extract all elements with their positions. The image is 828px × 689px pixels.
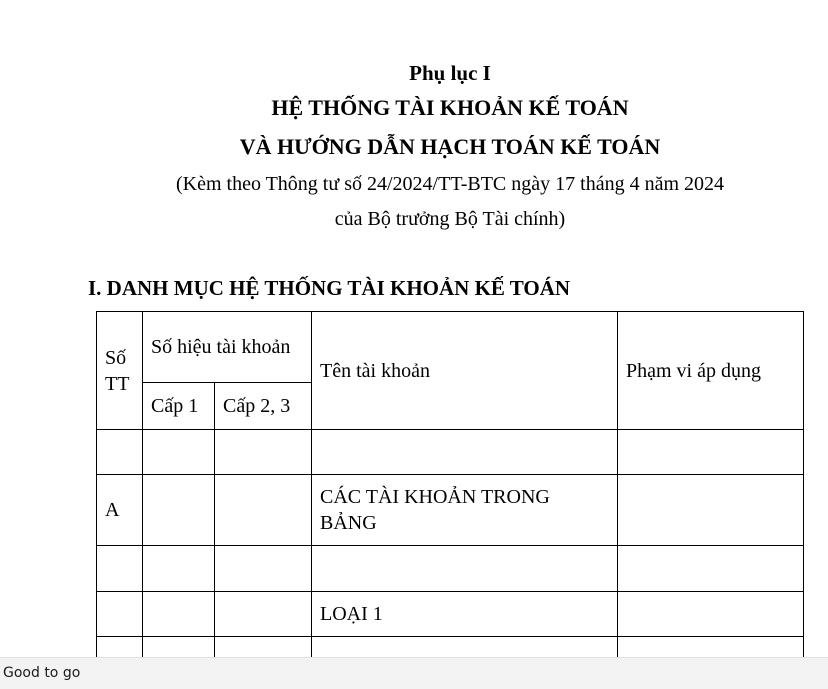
cell-level23 (215, 592, 312, 637)
header-account-name: Tên tài khoản (312, 312, 618, 430)
cell-stt: A (97, 475, 143, 546)
header-stt: Số TT (97, 312, 143, 430)
cell-level1 (143, 475, 215, 546)
section-heading: I. DANH MỤC HỆ THỐNG TÀI KHOẢN KẾ TOÁN (88, 276, 571, 300)
cell-level1 (143, 637, 215, 658)
cell-account-name: CÁC TÀI KHOẢN TRONG BẢNG (312, 475, 618, 546)
status-bar (0, 657, 828, 689)
cell-scope (618, 592, 804, 637)
cell-level23 (215, 430, 312, 475)
accounts-table (96, 311, 804, 657)
cell-account-name (312, 546, 618, 592)
cell-level23 (215, 637, 312, 658)
cell-scope (618, 637, 804, 658)
table-row (97, 430, 804, 475)
appendix-label: Phụ lục I (409, 61, 491, 85)
cell-level23 (215, 546, 312, 592)
header-scope: Phạm vi áp dụng (618, 312, 804, 430)
cell-scope (618, 546, 804, 592)
header-account-number: Số hiệu tài khoản (143, 312, 312, 383)
cell-account-name (312, 430, 618, 475)
cell-account-name: LOẠI 1 (312, 592, 618, 637)
cell-stt (97, 592, 143, 637)
cell-stt (97, 546, 143, 592)
cell-scope (618, 430, 804, 475)
table-row (97, 592, 804, 637)
cell-level1 (143, 592, 215, 637)
header-level1: Cấp 1 (143, 383, 215, 430)
table-row (97, 475, 804, 546)
table-header-row (97, 312, 804, 383)
header-level23: Cấp 2, 3 (215, 383, 312, 430)
cell-stt (97, 430, 143, 475)
document-title-line1: HỆ THỐNG TÀI KHOẢN KẾ TOÁN (271, 95, 629, 120)
document-title-line2: VÀ HƯỚNG DẪN HẠCH TOÁN KẾ TOÁN (239, 134, 661, 159)
cell-level1 (143, 430, 215, 475)
document-subtitle-line2: của Bộ trưởng Bộ Tài chính) (334, 208, 566, 230)
cell-level23 (215, 475, 312, 546)
table-row (97, 637, 804, 658)
cell-stt (97, 637, 143, 658)
document-subtitle-line1: (Kèm theo Thông tư số 24/2024/TT-BTC ngày 17 tháng 4 năm 2024 (175, 173, 725, 195)
cell-level1 (143, 546, 215, 592)
cell-account-name (312, 637, 618, 658)
status-text: Good to go (3, 665, 81, 681)
cell-scope (618, 475, 804, 546)
table-row (97, 546, 804, 592)
